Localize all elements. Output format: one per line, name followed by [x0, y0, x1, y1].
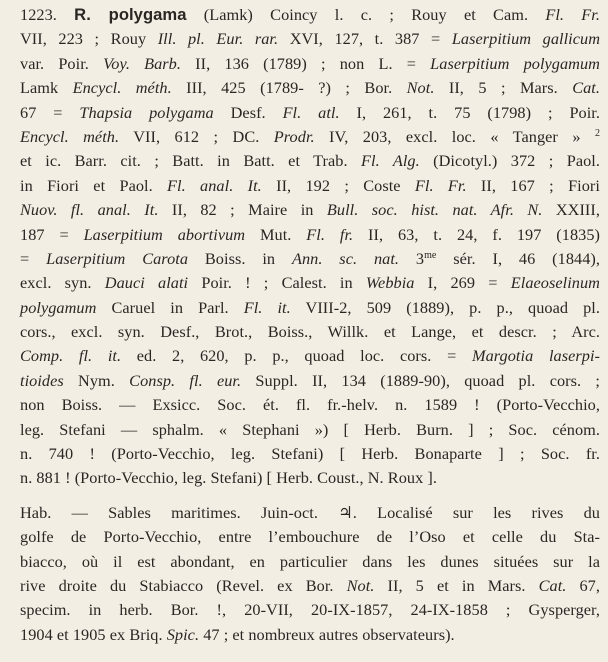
- text-segment: XXIII,: [542, 200, 600, 220]
- species-entry-paragraph: [20, 3, 600, 491]
- text-segment: Mut.: [245, 224, 307, 244]
- entry-line: [20, 125, 600, 149]
- text-segment: 187 =: [20, 224, 84, 244]
- text-segment: n. 740 ! (Porto-Vecchio, leg. Stefani) [ Herb. Bonaparte ] ; Soc. fr.: [20, 444, 600, 464]
- text-segment: 67 =: [20, 102, 80, 122]
- italic-text: Fl. anal. It.: [167, 175, 262, 195]
- text-segment: 67,: [566, 575, 600, 595]
- text-segment: II, 82 ; Maire in: [158, 200, 327, 220]
- italic-text: Not.: [346, 575, 375, 595]
- italic-text: Fl. fr.: [306, 224, 354, 244]
- entry-line: [20, 174, 600, 198]
- text-segment: I, 261, t. 75 (1798) ; Poir.: [339, 102, 601, 122]
- text-segment: et ic. Barr. cit. ; Batt. in Batt. et Trab.: [20, 151, 362, 171]
- italic-text: Fl. Fr.: [414, 175, 467, 195]
- text-segment: 47 ; et nombreux autres observateurs).: [199, 624, 455, 644]
- text-segment: VII, 223 ; Rouy: [20, 29, 158, 49]
- text-segment: Hab. — Sables maritimes. Juin-oct. ♃. Localisé sur les rives du: [20, 502, 600, 522]
- italic-text: Elaeoselinum: [510, 273, 600, 293]
- text-segment: biacco, où il est abondant, en particulier dans les dunes situées sur la: [20, 551, 600, 571]
- text-segment: Nym.: [63, 370, 130, 390]
- italic-text: Laserpitium polygamum: [430, 53, 600, 73]
- entry-line: [20, 52, 600, 76]
- entry-line: [20, 466, 600, 490]
- text-segment: in Fiori et Paol.: [20, 175, 168, 195]
- entry-line: [20, 247, 600, 271]
- italic-text: Margotia laserpi-: [471, 346, 600, 366]
- italic-text: Comp. fl. it.: [20, 346, 122, 366]
- habitat-line: [20, 574, 600, 598]
- text-segment: var. Poir.: [20, 53, 104, 73]
- habitat-line: [20, 598, 600, 622]
- text-segment: golfe de Porto-Vecchio, entre l’embouchure de l’Oso et celle du Sta-: [20, 527, 600, 547]
- italic-text: Dauci alati: [104, 273, 189, 293]
- entry-line: [20, 320, 600, 344]
- text-segment: cors., excl. syn. Desf., Brot., Boiss., Willk. et Lange, et descr. ; Arc.: [20, 322, 600, 342]
- italic-text: Thapsia polygama: [79, 102, 214, 122]
- italic-text: Ann. sc. nat.: [291, 248, 400, 268]
- entry-line: [20, 296, 600, 320]
- text-segment: IV, 203, excl. loc. « Tanger »: [314, 126, 595, 146]
- text-segment: III, 425 (1789- ?) ; Bor.: [171, 78, 407, 98]
- habitat-line: [20, 623, 600, 647]
- text-segment: ed. 2, 620, p. p., quoad loc. cors. =: [121, 346, 472, 366]
- text-segment: I, 269 =: [414, 273, 511, 293]
- text-segment: II, 5 ; Mars.: [434, 78, 573, 98]
- entry-line: [20, 393, 600, 417]
- text-segment: 1223.: [20, 5, 75, 24]
- text-segment: Suppl. II, 134 (1889-90), quoad pl. cors. ;: [241, 370, 600, 390]
- habitat-line: [20, 525, 600, 549]
- entry-line: [20, 369, 600, 393]
- text-segment: Lamk: [20, 78, 73, 98]
- text-segment: Boiss. in: [188, 248, 292, 268]
- italic-text: tioides: [20, 370, 64, 390]
- text-segment: rive droite du Stabiacco (Revel. ex Bor.: [20, 575, 347, 595]
- text-segment: specim. in herb. Bor. !, 20-VII, 20-IX-1857, 24-IX-1858 ; Gysperger,: [20, 600, 600, 620]
- italic-text: Cat.: [538, 575, 567, 595]
- text-segment: excl. syn.: [20, 273, 105, 293]
- text-segment: VIII-2, 509 (1889), p. p., quoad pl.: [290, 297, 601, 317]
- text-segment: (Dicotyl.) 372 ; Paol.: [419, 151, 600, 171]
- italic-text: Laserpitium Carota: [46, 248, 189, 268]
- superscript-text: me: [424, 249, 437, 261]
- italic-text: Bull. soc. hist. nat. Afr. N.: [326, 200, 543, 220]
- italic-text: Webbia: [365, 273, 415, 293]
- superscript-text: 2: [594, 127, 600, 139]
- italic-text: Laserpitium gallicum: [451, 29, 601, 49]
- entry-line: [20, 27, 600, 51]
- italic-text: Prodr.: [273, 126, 315, 146]
- entry-line: [20, 101, 600, 125]
- entry-line: [20, 3, 600, 27]
- italic-text: Spic.: [166, 624, 200, 644]
- entry-line: [20, 223, 600, 247]
- entry-line: [20, 76, 600, 100]
- italic-text: polygamum: [20, 297, 97, 317]
- italic-text: Not.: [406, 78, 435, 98]
- text-segment: 3: [399, 248, 425, 268]
- italic-text: Fl. atl.: [282, 102, 340, 122]
- entry-line: [20, 198, 600, 222]
- italic-text: Laserpitium abortivum: [83, 224, 246, 244]
- italic-text: Fl. Alg.: [361, 151, 420, 171]
- text-segment: VII, 612 ; DC.: [119, 126, 274, 146]
- text-segment: Caruel in Parl.: [96, 297, 244, 317]
- entry-line: [20, 418, 600, 442]
- text-segment: II, 5 et in Mars.: [374, 575, 539, 595]
- text-segment: Desf.: [213, 102, 283, 122]
- text-segment: =: [20, 248, 47, 268]
- italic-text: Encycl. méth.: [20, 126, 120, 146]
- entry-line: [20, 271, 600, 295]
- text-segment: II, 192 ; Coste: [261, 175, 415, 195]
- text-segment: sér. I, 46 (1844),: [436, 248, 600, 268]
- italic-text: Fl. Fr.: [545, 5, 600, 24]
- text-segment: II, 63, t. 24, f. 197 (1835): [353, 224, 600, 244]
- entry-line: [20, 442, 600, 466]
- italic-text: Consp. fl. eur.: [129, 370, 242, 390]
- text-segment: Poir. ! ; Calest. in: [188, 273, 366, 293]
- text-segment: 1904 et 1905 ex Briq.: [20, 624, 167, 644]
- text-segment: II, 136 (1789) ; non L. =: [181, 53, 431, 73]
- italic-text: Encycl. méth.: [72, 78, 172, 98]
- habitat-line: [20, 550, 600, 574]
- italic-text: Voy. Barb.: [103, 53, 181, 73]
- entry-line: [20, 149, 600, 173]
- text-segment: n. 881 ! (Porto-Vecchio, leg. Stefani) [ Herb. Coust., N. Roux ].: [20, 468, 437, 488]
- habitat-paragraph: [20, 501, 600, 647]
- species-name: R. polygama: [74, 5, 187, 24]
- text-segment: leg. Stefani — sphalm. « Stephani ») [ Herb. Burn. ] ; Soc. cénom.: [20, 419, 600, 439]
- habitat-line: [20, 501, 600, 525]
- entry-line: [20, 344, 600, 368]
- text-segment: non Boiss. — Exsicc. Soc. ét. fl. fr.-helv. n. 1589 ! (Porto-Vecchio,: [20, 395, 600, 415]
- italic-text: Nuov. fl. anal. It.: [20, 200, 159, 220]
- italic-text: Ill. pl. Eur. rar.: [157, 29, 279, 49]
- italic-text: Cat.: [572, 78, 600, 98]
- text-segment: (Lamk) Coincy l. c. ; Rouy et Cam.: [186, 5, 546, 24]
- text-segment: II, 167 ; Fiori: [466, 175, 600, 195]
- text-segment: XVI, 127, t. 387 =: [278, 29, 452, 49]
- italic-text: Fl. it.: [243, 297, 291, 317]
